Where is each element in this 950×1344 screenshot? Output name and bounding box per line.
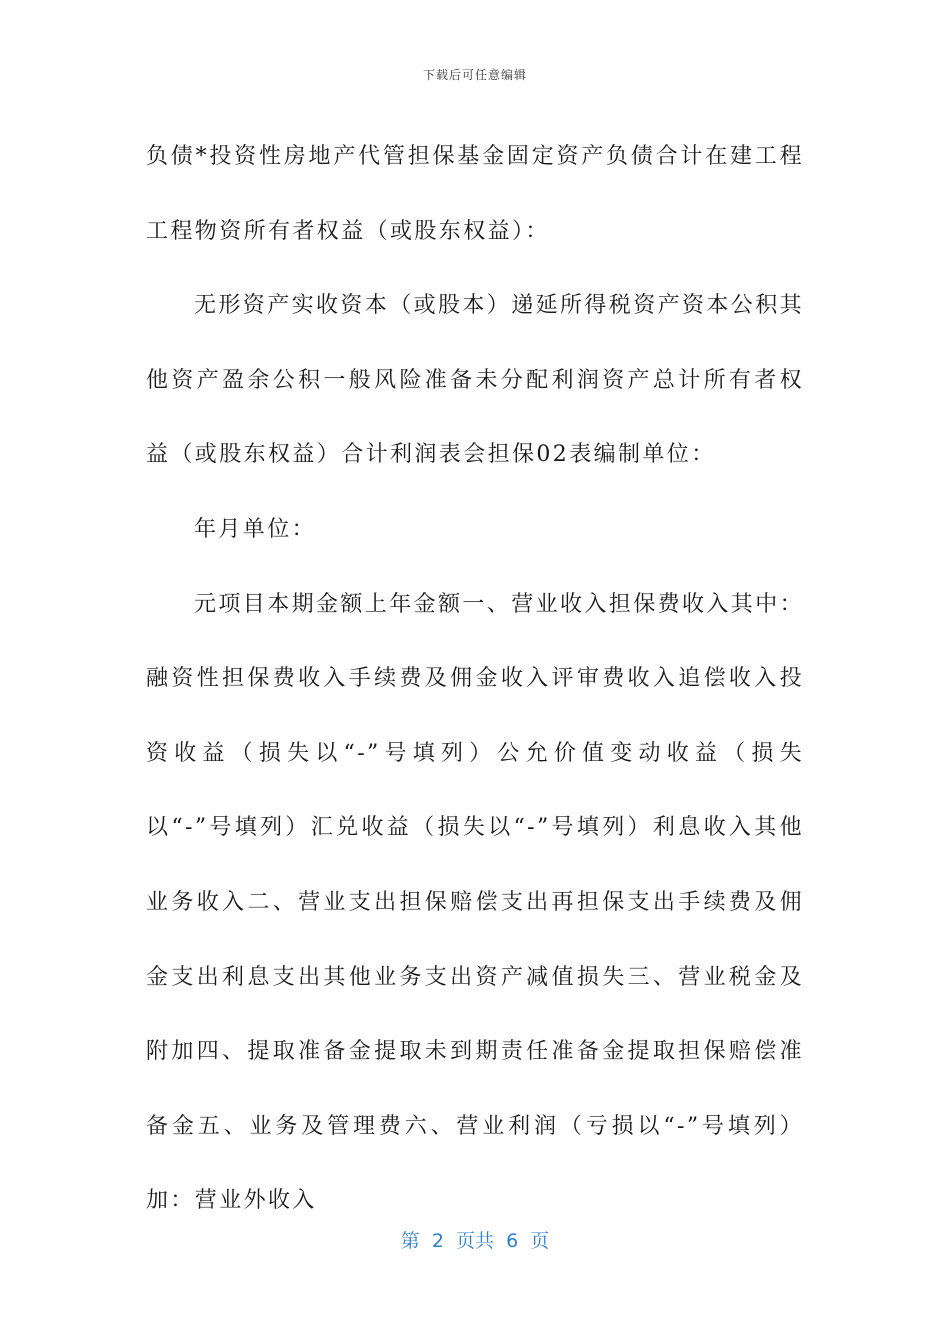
page-header-note: 下载后可任意编辑 — [422, 68, 527, 82]
paragraph-3: 年月单位： — [194, 516, 317, 542]
paragraph-2: 无形资产实收资本（或股本）递延所得税资产资本公积其他资产盈余公积一般风险准备未分配利润资产总计所有者权益（或股东权益）合计利润表会担保02表编制单位： — [146, 293, 805, 468]
page-number-footer: 第 2 页共 6 页 — [400, 1230, 550, 1252]
paragraph-4: 元项目本期金额上年金额一、营业收入担保费收入其中：融资性担保费收入手续费及佣金收入评审费收入追偿收入投资收益（损失以“-”号填列）公允价值变动收益（损失以“-”号填列）汇兑收益（损失以“-”号填列）利息收入其他业务收入二、营业支出担保赔偿支出再担保支出手续费及佣金支出利息支出其他业务支出资产减值损失三、营业税金及附加四、提取准备金提取未到期责任准备金提取担保赔偿准备金五、业务及管理费六、营业利润（亏损以“-”号填列）加：营业外收入 — [146, 591, 805, 1214]
paragraph-1: 负债*投资性房地产代管担保基金固定资产负债合计在建工程工程物资所有者权益（或股东权益）： — [146, 144, 804, 244]
document-body — [146, 120, 804, 1239]
